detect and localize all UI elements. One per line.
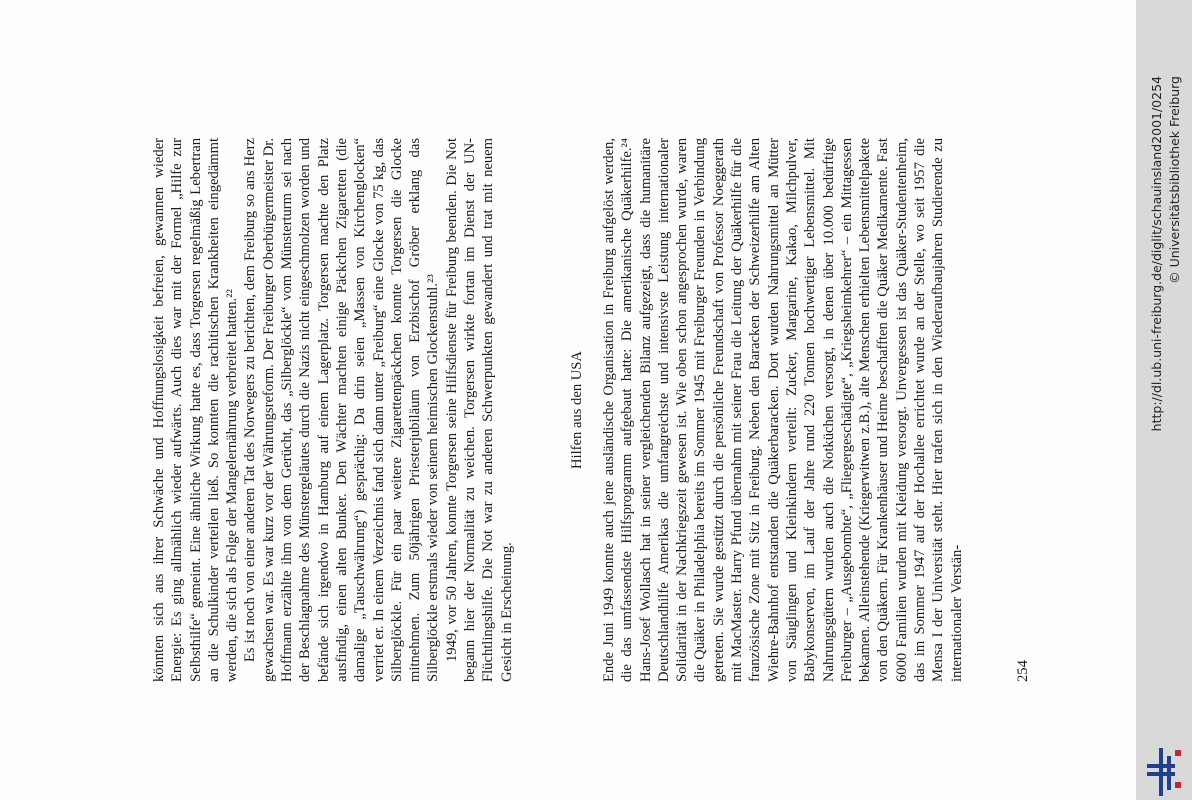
copyright-notice: © Universitätsbibliothek Freiburg — [1167, 76, 1182, 284]
page-number: 254 — [1015, 660, 1031, 682]
paragraph: 1949, vor 50 Jahren, konnte Torgersen seine Hilfsdienste für Freiburg beenden. Die Not begann hier der Normalität zu weichen. Torgersen wirkte fortan im Dienst der UN-Flüchtlingshilfe. Die Not war zu anderen Schwerpunkten gewandert und trat mit neuem Gesicht in Erscheinung. — [443, 138, 515, 682]
source-url[interactable]: http://dl.ub.uni-freiburg.de/diglit/schauinsland2001/0254 — [1149, 76, 1164, 432]
ub-freiburg-logo-icon — [1145, 742, 1187, 796]
paragraph: Es ist noch von einer anderen Tat des Norwegers zu berichten, dem Freiburg so ans Herz gewachsen war. Es war kurz vor der Währungsreform. Der Freiburger Oberbürgermeister Dr. Hoffmann erzählte ihm von dem Gerücht, das „Silberglöckle“ vom Münsterturm sei nach der Beschlagnahme des Münstergeläutes durch die Nazis nicht eingeschmolzen worden und befände sich irgendwo in Hamburg auf einem Lagerplatz. Torgersen machte den Platz ausfindig, einen alten Bunker. Den Wächter machten einige Päckchen Zigaretten (die damalige „Tauschwährung“) gesprächig: Da drin seien „Massen von Kirchenglocken“ verriet er. In einem Verzeichnis fand sich dann unter „Freiburg“ eine Glocke von 75 kg, das Silberglöckle. Für ein paar weitere Zigarettenpäckchen konnte Torgersen die Glocke mitnehmen. Zum 50jährigen Priesterjubiläum von Erzbischof Gröber erklang das Silberglöckle erstmals wieder von seinem heimischen Glockenstuhl.²³ — [242, 138, 442, 682]
sidebar-text — [1136, 0, 1192, 800]
paragraph: könnten sich aus ihrer Schwäche und Hoffnungslosigkeit befreien, gewannen wieder Energie: Es ging allmählich wieder aufwärts. Auch dies war mit der Formel „Hilfe zur Selbsthilfe“ gemeint. Eine ähnliche Wirkung hatte es, dass Torgersen regelmäßig Lebertran an die Schulkinder verteilen ließ. So konnten die rachitischen Krankheiten eingedämmt werden, die sich als Folge der Mangelernährung verbreitet hatten.²² — [151, 138, 241, 682]
viewer-sidebar — [1136, 0, 1192, 800]
section-heading: Hilfen aus den USA — [569, 351, 585, 469]
paragraph: Ende Juni 1949 konnte auch jene ausländische Organisation in Freiburg aufgelöst werden, die das umfassendste Hilfsprogramm aufgebaut hatte: Die amerikanische Quäkerhilfe.²⁴ Hans-Josef Wollasch hat in seiner vergleichenden Bilanz aufgezeigt, dass die humanitäre Deutschlandhilfe Amerikas die umfangreichste und intensivste Leistung internationaler Solidarität in der Nachkriegszeit gewesen ist. Wie oben schon angesprochen wurde, waren die Quäker in Philadelphia bereits im Sommer 1945 mit Freiburger Freunden in Verbindung getreten. Sie wurde gestützt durch die persönliche Freundschaft von Professor Noeggerath mit MacMaster. Harry Pfund übernahm mit seiner Frau die Leitung der Quäkerhilfe für die französische Zone mit Sitz in Freiburg. Neben den Baracken der Schweizerhilfe am Alten Wiehre-Bahnhof entstanden die Quäkerbaracken. Dort wurden Nahrungsmittel an Mütter von Säuglingen und Kleinkindern verteilt: Zucker, Margarine, Kakao, Milchpulver, Babykonserven, im Lauf der Jahre rund 220 Tonnen hochwertiger Lebensmittel. Mit Nahrungsgütern wurden auch die Notküchen versorgt, in denen über 10.000 bedürftige Freiburger – „Ausgebombte“, „Fliegergeschädigte“, „Kriegsheimkehrer“ – ein Mittagessen bekamen. Alleinstehende (Kriegerwitwen z.B.), alte Menschen erhielten Lebensmittelpakete von den Quäkern. Für Krankenhäuser und Heime beschafften die Quäker Medikamente. Fast 6000 Familien wurden mit Kleidung versorgt. Unvergessen ist das Quäker-Studentenheim, das im Sommer 1947 auf der Hochallee errichtet wurde an der Stelle, wo seit 1957 die Mensa I der Universität steht. Hier trafen sich in den Wiederaufbaujahren Studierende zu internationaler Verstän- — [601, 138, 965, 682]
text-column-upper — [150, 138, 516, 682]
text-column-lower — [600, 138, 966, 682]
